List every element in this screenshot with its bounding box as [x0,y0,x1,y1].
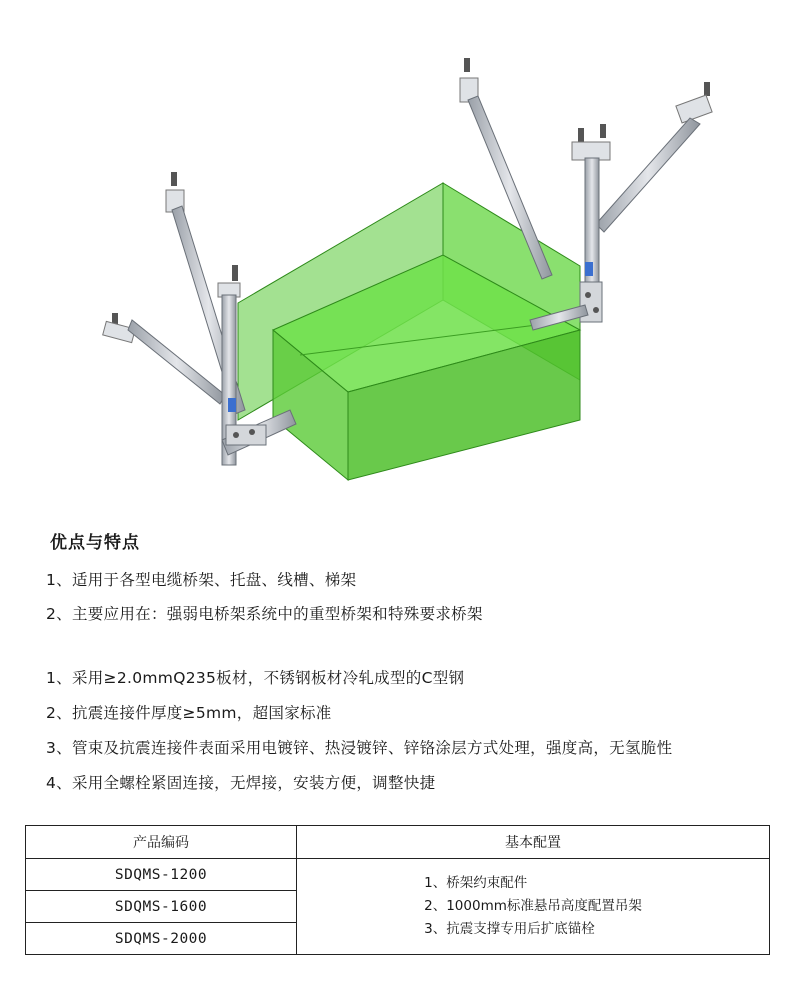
seismic-bracket-illustration [0,0,800,500]
product-spec-table [25,825,770,955]
header-product-code: 产品编码 [26,826,297,859]
basic-config-cell [297,859,770,955]
product-code: SDQMS-2000 [26,923,297,955]
feature-line-1: 1、适用于各型电缆桥架、托盘、线槽、梯架 [46,571,357,589]
table-header-row [26,826,770,859]
product-code: SDQMS-1600 [26,891,297,923]
config-item: 1、桥架约束配件 [424,875,528,891]
feature-line-6: 4、采用全螺栓紧固连接，无焊接，安装方便，调整快捷 [46,774,436,792]
config-item: 2、1000mm标准悬吊高度配置吊架 [424,898,642,914]
config-item: 3、抗震支撑专用后扩底锚栓 [424,921,595,937]
feature-line-2: 2、主要应用在：强弱电桥架系统中的重型桥架和特殊要求桥架 [46,605,483,623]
header-basic-config: 基本配置 [297,826,770,859]
config-list [424,872,642,941]
table-row [26,859,770,891]
product-code: SDQMS-1200 [26,859,297,891]
feature-line-5: 3、管束及抗震连接件表面采用电镀锌、热浸镀锌、锌铬涂层方式处理，强度高，无氢脆性 [46,739,673,757]
feature-line-3: 1、采用≥2.0mmQ235板材，不锈钢板材冷轧成型的C型钢 [46,669,465,687]
feature-line-4: 2、抗震连接件厚度≥5mm，超国家标准 [46,704,332,722]
section-title: 优点与特点 [50,533,140,553]
